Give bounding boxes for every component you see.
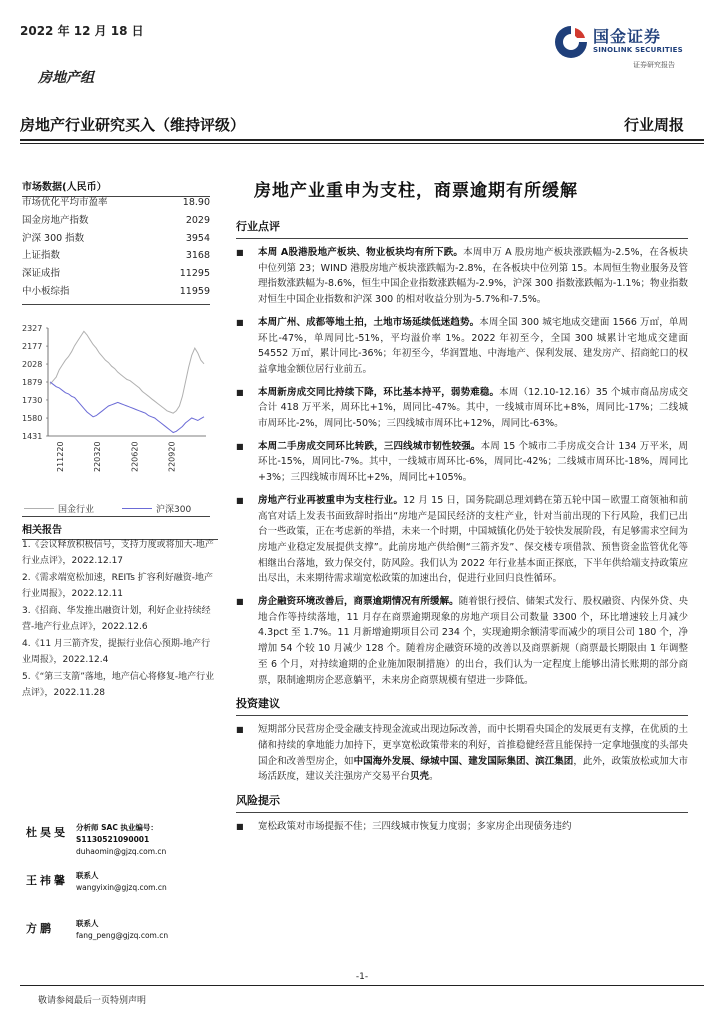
related-reports-list — [22, 538, 218, 703]
related-report-item[interactable]: 2.《需求端宽松加速，REITs 扩容利好融资-地产行业周报》，2022.12.11 — [22, 573, 213, 599]
logo-subtitle: 证券研究报告 — [633, 61, 675, 69]
analyst-info: 联系人 fang_peng@gjzq.com.cn — [76, 919, 169, 940]
footer-divider — [20, 985, 704, 986]
company-logo — [553, 22, 703, 70]
x-tick-label: 220920 — [167, 441, 177, 472]
analyst-email[interactable]: duhaomin@gjzq.com.cn — [76, 847, 167, 856]
logo-name-cn: 国金证券 — [593, 27, 662, 46]
market-row: 上证指数 3168 — [22, 250, 210, 262]
section-heading-risk: 风险提示 — [236, 794, 280, 808]
bullet-paragraph: ■ 本周广州、成都等地土拍，土地市场延续低迷趋势。本周全国 300 城宅地成交建面 1566 万㎡，单周环比-47%，单周同比-51%，平均溢价率 1%。2022 年初至今，全国 300 城累计宅地成交建面 54552 万㎡，累计同比-36%；年初至今，华润置地、中海地产、保利发展、建发房产、招商蛇口的权益拿地金额位居行业前五。 — [236, 315, 688, 378]
header-divider — [20, 139, 704, 141]
market-row: 中小板综指 11959 — [22, 285, 210, 297]
main-content — [236, 218, 688, 842]
analyst-name: 方鹏 — [26, 922, 54, 935]
header-divider-thin — [20, 143, 704, 144]
section-rule — [236, 812, 688, 813]
market-data-title: 市场数据(人民币） — [22, 182, 107, 193]
analyst-card — [22, 818, 222, 866]
footer-disclaimer: 敬请参阅最后一页特别声明 — [38, 996, 147, 1006]
bullet-paragraph: ■ 房企融资环境改善后，商票逾期情况有所缓解。随着银行授信、储架式发行、股权融资、内保外贷、央地合作等持续落地，11 月存在商票逾期现象的房地产项目公司数量 3300 个，环比增速较上月减少 4.3pct 至 1.7%。11 月新增逾期项目公司 234 个，实现逾期余额清零而减少的项目公司 180 个，净增加 54 个较 10 月减少 128 个。随着房企融资环境的改善以及商票新规（商票最长期限由 1 年调整至 6 个月，对持续逾期的企业施加限制措施）的出台，我们认为一定程度上能够出清长账期的部分商票，限制逾期房企恶意躺平，未来房企商票规模有望进一步降低。 — [236, 594, 688, 688]
y-tick-label: 2177 — [22, 342, 43, 352]
bullet-paragraph: ■ 房地产行业再被重申为支柱行业。12 月 15 日，国务院副总理刘鹤在第五轮中国－欧盟工商领袖和前高官对话上发表书面致辞时指出“房地产是国民经济的支柱产业，针对当前出现的下行风险，我们已出台一些政策，正在考虑新的举措，未来一个时期，中国城镇化仍处于较快发展阶段，有足够需求空间为房地产业稳定发展提供支撑”。此前房地产供给侧“三箭齐发”、保交楼专项借款、预售资金监管优化等相继出台落地，致力保交付，防风险。我们认为 2022 年行业基本面正探底，下半年供给端支持政策应出尽出，未来期待需求端宽松政策的加速出台，促进行业回归良性循环。 — [236, 493, 688, 587]
y-tick-label: 2028 — [22, 360, 43, 370]
market-row: 市场优化平均市盈率 18.90 — [22, 197, 210, 208]
analyst-name: 王祎馨 — [26, 874, 68, 887]
analyst-info: 联系人 wangyixin@gjzq.com.cn — [76, 871, 167, 892]
analyst-card — [22, 866, 222, 914]
report-title: 房地产行业研究买入（维持评级） — [20, 116, 246, 134]
series-line-industry — [50, 331, 204, 413]
related-reports-title: 相关报告 — [22, 525, 62, 536]
related-report-item[interactable]: 4.《11 月三箭齐发，提振行业信心预期-地产行业周报》，2022.12.4 — [22, 639, 211, 665]
analyst-email[interactable]: wangyixin@gjzq.com.cn — [76, 883, 167, 892]
page-number: -1- — [355, 972, 369, 982]
analyst-info: 分析师 SAC 执业编号：S1130521090001 duhaomin@gjzq.com.cn — [76, 822, 222, 858]
sinolink-logo-icon — [553, 24, 589, 60]
market-row: 国金房地产指数 2029 — [22, 214, 210, 226]
series-line-hs300 — [50, 382, 204, 433]
chart-bottom-rule — [22, 516, 210, 517]
bullet-paragraph: ■ 本周二手房成交同环比转跌，三四线城市韧性较强。本周 15 个城市二手房成交合计 134 万平米，周环比-15%，周同比-7%。其中，一线城市周环比-6%，周同比-42%；二线城市周环比-18%，周同比+3%；三四线城市周环比+2%，周同比+105%。 — [236, 439, 688, 486]
legend-line — [122, 508, 152, 509]
logo-name-en: SINOLINK SECURITIES — [593, 46, 683, 54]
chart-axis — [48, 328, 206, 436]
analyst-email[interactable]: fang_peng@gjzq.com.cn — [76, 931, 169, 940]
related-report-item[interactable]: 3.《招商、华发推出融资计划，利好企业持续经营-地产行业点评》，2022.12.6 — [22, 606, 211, 632]
bullet-paragraph: ■ 本周 A股港股地产板块、物业板块均有所下跌。本周申万 A 股房地产板块涨跌幅为-2.5%，在各板块中位列第 23；WIND 港股房地产板块涨跌幅为-2.8%，在各板块中位列第 15。本周恒生物业服务及管理指数涨跌幅为-8.6%，恒生中国企业指数涨跌幅为-2.9%，沪深 300 指数涨跌幅为-1.1%；物业指数对恒生中国企业指数和沪深 300 的相对收益分别为-5.7%和-7.5%。 — [236, 245, 688, 308]
index-chart — [22, 318, 212, 498]
y-tick-label: 2327 — [22, 324, 43, 333]
report-type: 行业周报 — [623, 116, 684, 134]
y-tick-label: 1431 — [22, 432, 43, 441]
market-data-bottom-rule — [22, 304, 210, 305]
y-tick-label: 1730 — [22, 395, 43, 405]
legend-item-hs300: 沪深300 — [122, 502, 191, 515]
report-date: 2022 年 12 月 18 日 — [20, 24, 144, 38]
main-title: 房地产业重申为支柱，商票逾期有所缓解 — [254, 181, 578, 201]
section-rule — [236, 238, 688, 239]
section-heading-advice: 投资建议 — [236, 697, 280, 711]
x-tick-label: 211220 — [56, 441, 65, 472]
section-heading-review: 行业点评 — [236, 220, 280, 233]
x-tick-label: 220620 — [130, 441, 140, 472]
analyst-name: 杜昊旻 — [26, 826, 68, 839]
analyst-card — [22, 914, 222, 962]
x-tick-label: 220320 — [93, 441, 103, 472]
related-report-item[interactable]: 5.《“第三支箭”落地，地产信心将修复-地产行业点评》，2022.11.28 — [22, 672, 215, 698]
section-rule — [236, 715, 688, 716]
market-row: 沪深 300 指数 3954 — [22, 232, 210, 244]
legend-item-industry: 国金行业 — [24, 502, 94, 515]
y-tick-label: 1879 — [22, 378, 43, 387]
legend-line — [24, 508, 54, 509]
bullet-paragraph: ■ 短期部分民营房企受金融支持现金流或出现边际改善，而中长期看央国企的发展更有支撑，在优质的土储和持续的拿地能力加持下，更享宽松政策带来的利好，首推稳健经营且能保持一定拿地强度的头部央国企和改善型房企，如中国海外发展、绿城中国、建发国际集团、滨江集团，此外，政策放松或加大市场活跃度，建议关注强房产交易平台贝壳。 — [236, 722, 688, 785]
y-tick-label: 1580 — [22, 414, 43, 424]
market-row: 深证成指 11295 — [22, 268, 210, 280]
bullet-paragraph: ■ 本周新房成交同比持续下降，环比基本持平，弱势难稳。本周（12.10-12.16）35 个城市商品房成交合计 418 万平米，周环比+1%，周同比-47%。其中，一线城市周环比+8%，周同比-17%；二线城市周环比-2%，周同比-50%；三四线城市周环比+12%，周同比-63%。 — [236, 385, 688, 432]
analyst-list — [22, 818, 222, 962]
bullet-paragraph: ■ 宽松政策对市场提振不佳；三四线城市恢复力度弱；多家房企出现债务违约 — [236, 819, 688, 835]
research-group: 房地产组 — [38, 70, 94, 86]
related-report-item[interactable]: 1.《会议释放积极信号，支持力度或将加大-地产行业点评》，2022.12.17 — [22, 540, 214, 566]
market-data-table — [22, 194, 210, 301]
